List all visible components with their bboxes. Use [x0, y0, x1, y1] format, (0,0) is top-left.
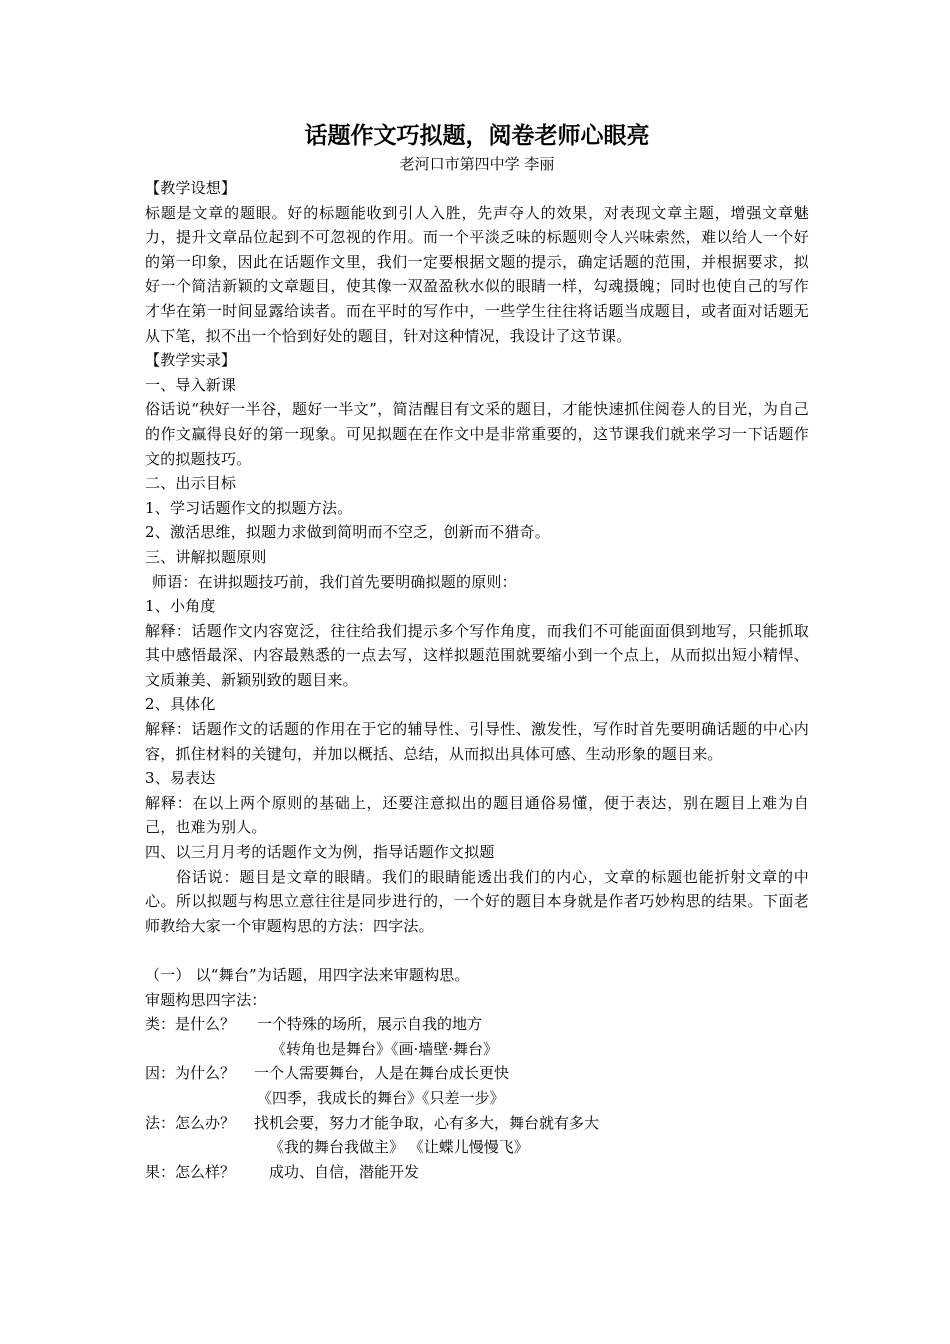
method-answer: 一个特殊的场所，展示自我的地方 [257, 1015, 483, 1034]
author-line: 老河口市第四中学 李丽 [399, 155, 555, 173]
method-row-cause [145, 1061, 809, 1086]
step-2-heading: 二、出示目标 [145, 474, 237, 493]
section-heading-record: 【教学实录】 [145, 351, 237, 370]
method-question: 类：是什么？ [145, 1015, 236, 1034]
step-3-heading: 三、讲解拟题原则 [145, 547, 267, 566]
example-1-heading: （一） 以“舞台”为话题，用四字法来审题构思。 [145, 966, 470, 984]
sample-titles: 《转角也是舞台》《画·墙壁·舞台》 [271, 1039, 499, 1058]
sample-titles: 《我的舞台我做主》 《让蝶儿慢慢飞》 [269, 1138, 529, 1157]
principle-3-paragraph: 解释：在以上两个原则的基础上，还要注意拟出的题目通俗易懂，便于表达，别在题目上难为自己，也难为别人。 [145, 793, 809, 837]
method-answer: 一个人需要舞台，人是在舞台成长更快 [254, 1064, 510, 1083]
blank-line [145, 938, 809, 963]
method-answer: 成功、自信，潜能开发 [269, 1162, 420, 1181]
method-question: 法：怎么办？ [145, 1113, 236, 1132]
method-row-method [145, 1111, 809, 1136]
method-question: 因：为什么？ [145, 1064, 236, 1083]
method-answer: 找机会要，努力才能争取，心有多大，舞台就有多大 [254, 1113, 600, 1132]
principle-2-paragraph: 解释：话题作文的话题的作用在于它的辅导性、引导性、激发性，写作时首先要明确话题的中心内容，抓住材料的关键句，并加以概括、总结，从而拟出具体可感、生动形象的题目来。 [145, 720, 809, 763]
step-3-intro: 师语：在讲拟题技巧前，我们首先要明确拟题的原则： [152, 572, 517, 591]
method-row-category [145, 1012, 809, 1037]
method-row-method-titles [145, 1135, 809, 1160]
section-heading-design: 【教学设想】 [145, 179, 237, 197]
document-page [145, 118, 809, 1184]
method-question: 果：怎么样？ [145, 1162, 236, 1181]
document-title: 话题作文巧拟题，阅卷老师心眼亮 [304, 122, 650, 149]
step-1-heading: 一、导入新课 [145, 375, 237, 394]
principle-3-heading: 3、易表达 [145, 769, 216, 788]
sample-titles: 《四季，我成长的舞台》《只差一步》 [257, 1088, 505, 1107]
principle-2-heading: 2、具体化 [145, 695, 216, 714]
method-row-category-titles [145, 1037, 809, 1062]
principle-1-paragraph: 解释：话题作文内容宽泛，往往给我们提示多个写作角度，而我们不可能面面俱到地写，只能抓取其中感悟最深、内容最熟悉的一点去写，这样拟题范围就要缩小到一个点上，从而拟出短小精悍、文质兼美、新颖别致的题目来。 [145, 621, 809, 689]
goal-item-2: 2、激活思维，拟题力求做到简明而不空乏，创新而不猎奇。 [145, 523, 550, 542]
step-4-heading: 四、以三月月考的话题作文为例，指导话题作文拟题 [145, 843, 495, 862]
design-paragraph: 标题是文章的题眼。好的标题能收到引人入胜，先声夺人的效果，对表现文章主题，增强文章魅力，提升文章品位起到不可忽视的作用。而一个平淡乏味的标题则令人兴味索然，难以给人一个好的第一印象，因此在话题作文里，我们一定要根据文题的提示，确定话题的范围，并根据要求，拟好一个简洁新颖的文章题目，使其像一双盈盈秋水似的眼睛一样，勾魂摄魄；同时也使自己的写作才华在第一时间显露给读者。而在平时的写作中，一些学生往往将话题当成题目，或者面对话题无从下笔，拟不出一个恰到好处的题目，针对这种情况，我设计了这节课。 [145, 203, 809, 345]
step-4-paragraph: 俗话说：题目是文章的眼睛。我们的眼睛能透出我们的内心，文章的标题也能折射文章的中心。所以拟题与构思立意往往是同步进行的，一个好的题目本身就是作者巧妙构思的结果。下面老师教给大家一个审题构思的方法：四字法。 [145, 867, 809, 935]
method-row-cause-titles [145, 1086, 809, 1111]
method-row-result [145, 1160, 809, 1185]
step-1-paragraph: 俗话说“秧好一半谷，题好一半文”，简洁醒目有文采的题目，才能快速抓住阅卷人的目光，为自己的作文赢得良好的第一现象。可见拟题在在作文中是非常重要的，这节课我们就来学习一下话题作文的拟题技巧。 [145, 400, 809, 468]
goal-item-1: 1、学习话题作文的拟题方法。 [145, 498, 353, 517]
method-label: 审题构思四字法： [145, 990, 267, 1009]
principle-1-heading: 1、小角度 [145, 597, 216, 616]
